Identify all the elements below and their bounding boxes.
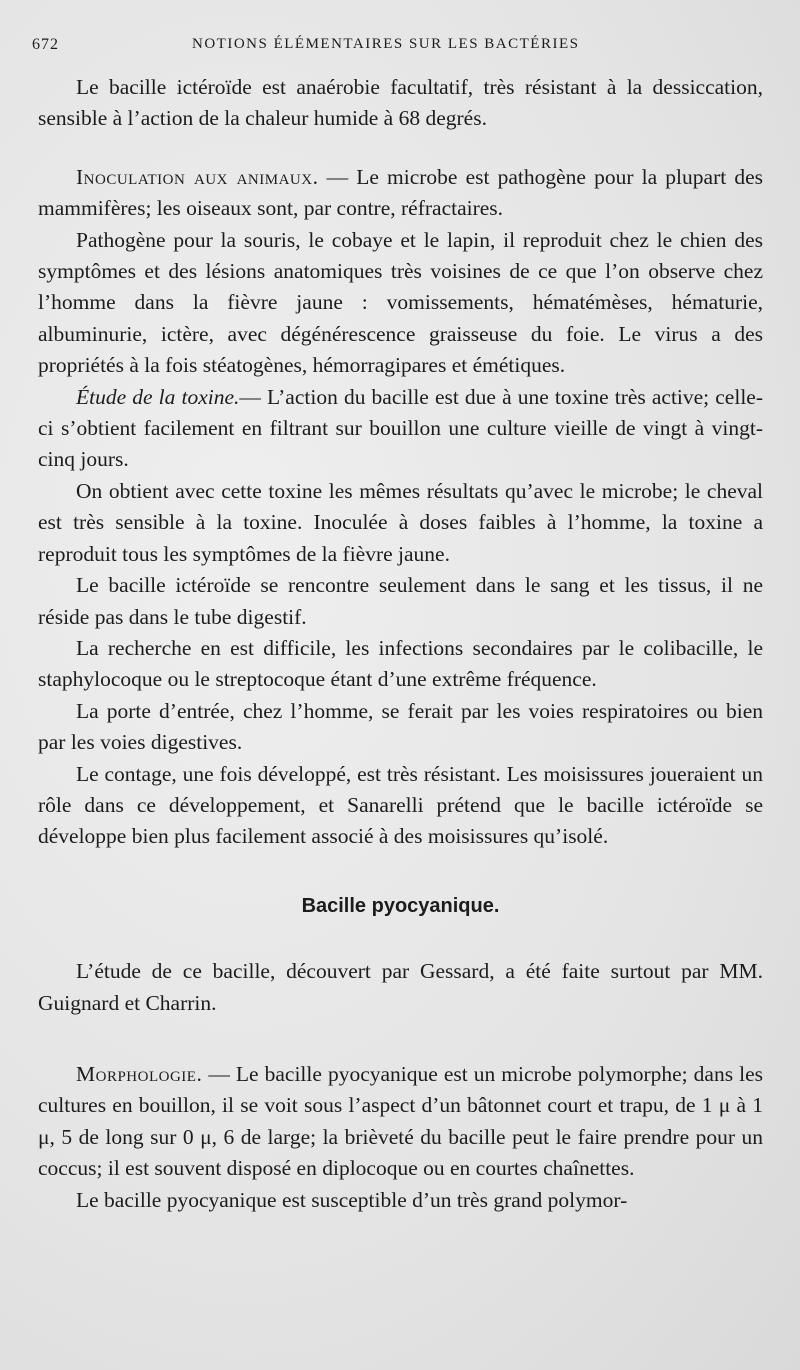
paragraph: Le bacille ictéroïde se rencontre seulement dans le sang et les tissus, il ne réside pas dans le tube digestif. (38, 573, 763, 629)
paragraph (38, 1059, 763, 1185)
paragraph: La porte d’entrée, chez l’homme, se ferait par les voies respiratoires ou bien par les voies digestives. (38, 698, 763, 755)
paragraph-text: — Le bacille pyocyanique est un microbe polymorphe; dans les cultures en bouillon, il se voit sous l’aspect d’un bâtonnet court et trapu, de 1 μ à 1 μ, 5 de long sur 0 μ, 6 de large; la brièveté du bacille peut le faire prendre pour un coccus; il est souvent disposé en diplocoque ou en courtes chaînettes. (38, 1061, 763, 1181)
paragraph-heading: Étude de la toxine. (76, 384, 240, 409)
paragraph: On obtient avec cette toxine les mêmes résultats qu’avec le microbe; le cheval est très sensible à la toxine. Inoculée à doses faibles à l’homme, la toxine a reproduit tous les symptômes de la fièvre jaune. (38, 478, 763, 566)
paragraph: Le contage, une fois développé, est très résistant. Les moisissures joueraient un rôle dans ce développement, et Sanarelli prétend que le bacille ictéroïde se développe bien plus facilement associé à des moisissures qu’isolé. (38, 761, 763, 849)
section-title: Bacille pyocyanique. (301, 894, 500, 917)
running-title: NOTIONS ÉLÉMENTAIRES SUR LES BACTÉRIES (192, 36, 580, 52)
paragraph-text: — Le microbe est pathogène pour la plupart des mammifères; les oiseaux sont, par contre, réfractaires. (38, 164, 763, 221)
paragraph (38, 162, 763, 225)
page-number: 672 (32, 36, 59, 53)
page-header (32, 36, 732, 62)
paragraph: L’étude de ce bacille, découvert par Gessard, a été faite surtout par MM. Guignard et Charrin. (38, 959, 763, 1015)
body-text (38, 72, 763, 1216)
paragraph-heading: Morphologie. (76, 1061, 203, 1086)
paragraph-text: — L’action du bacille est due à une toxine très active; celle-ci s’obtient facilement en filtrant sur bouillon une culture vieille de vingt à vingt-cinq jours. (38, 384, 763, 472)
paragraph-heading: Inoculation aux animaux. (76, 164, 319, 189)
paragraph: Le bacille pyocyanique est susceptible d’un très grand polymor- (76, 1187, 628, 1212)
paragraph: Le bacille ictéroïde est anaérobie facultatif, très résistant à la dessiccation, sensible à l’action de la chaleur humide à 68 degrés. (38, 75, 763, 131)
paragraph: La recherche en est difficile, les infections secondaires par le colibacille, le staphylocoque ou le streptocoque étant d’une extrême fréquence. (38, 635, 763, 692)
paragraph (38, 382, 763, 476)
paragraph: Pathogène pour la souris, le cobaye et le lapin, il reproduit chez le chien des symptômes et des lésions anatomiques très voisines de ce que l’on observe chez l’homme dans la fièvre jaune : vomissements, hématémèses, hématurie, albuminurie, ictère, avec dégénérescence graisseuse du foie. Le virus a des propriétés à la fois stéatogènes, hémorragipares et émétiques. (38, 227, 763, 378)
